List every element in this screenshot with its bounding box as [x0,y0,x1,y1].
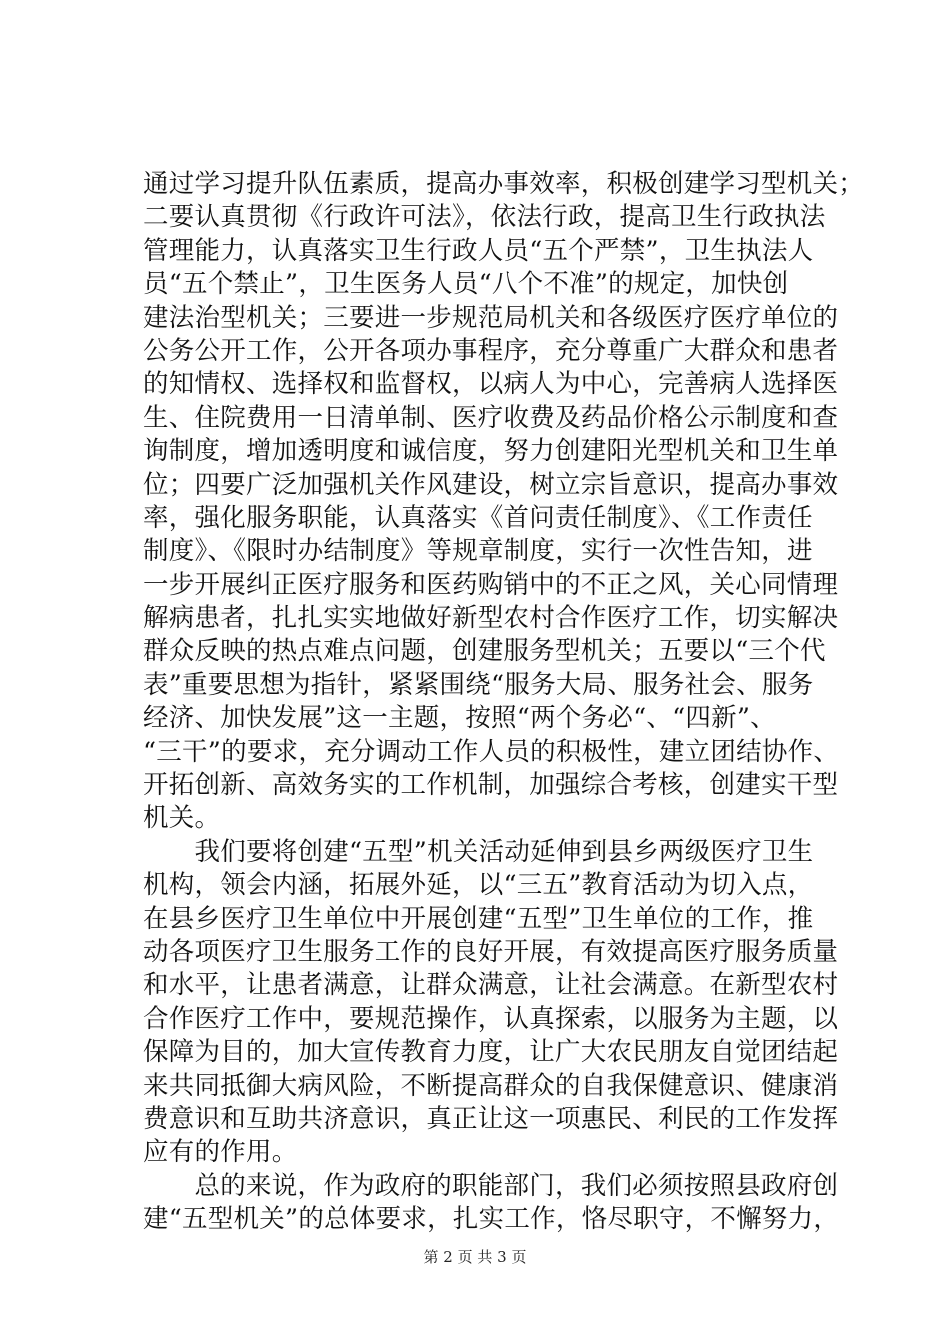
text-line: 通过学习提升队伍素质，提高办事效率，积极创建学习型机关； [143,169,865,199]
text-line: 建法治型机关；三要进一步规范局机关和各级医疗医疗单位的 [143,302,839,333]
text-line: 制度》、《限时办结制度》等规章制度，实行一次性告知，进 [143,536,813,567]
text-line: “三干”的要求，充分调动工作人员的积极性，建立团结协作、 [143,736,840,767]
text-line: 管理能力，认真落实卫生行政人员“五个严禁”，卫生执法人 [143,235,814,266]
text-line: 费意识和互助共济意识，真正让这一项惠民、利民的工作发挥 [143,1103,839,1134]
text-line: 生、住院费用一日清单制、医疗收费及药品价格公示制度和查 [143,402,839,433]
text-line: 员“五个禁止”，卫生医务人员“八个不准”的规定，加快创 [143,269,789,300]
body-text [143,168,865,1237]
text-line: 开拓创新、高效务实的工作机制，加强综合考核，创建实干型 [143,770,839,801]
text-line: 表”重要思想为指针，紧紧围绕“服务大局、服务社会、服务 [143,669,814,700]
text-line: 一步开展纠正医疗服务和医药购销中的不正之风，关心同情理 [143,569,839,600]
text-line: 群众反映的热点难点问题，创建服务型机关；五要以“三个代 [143,636,826,667]
text-line: 和水平，让患者满意，让群众满意，让社会满意。在新型农村 [143,970,839,1001]
text-line: 解病患者，扎扎实实地做好新型农村合作医疗工作，切实解决 [143,603,839,634]
text-line: 我们要将创建“五型”机关活动延伸到县乡两级医疗卫生 [143,836,814,867]
text-line: 机构，领会内涵，拓展外延，以“三五”教育活动为切入点， [143,870,814,901]
text-line: 经济、加快发展”这一主题，按照“两个务必“、“四新”、 [143,703,776,734]
text-line: 位；四要广泛加强机关作风建设，树立宗旨意识，提高办事效 [143,469,839,500]
text-line: 二要认真贯彻《行政许可法》，依法行政，提高卫生行政执法 [143,202,826,233]
text-line: 合作医疗工作中，要规范操作，认真探索，以服务为主题，以 [143,1003,839,1034]
text-line: 应有的作用。 [143,1137,298,1168]
text-line: 在县乡医疗卫生单位中开展创建“五型”卫生单位的工作，推 [143,903,814,934]
text-line: 保障为目的，加大宣传教育力度，让广大农民朋友自觉团结起 [143,1037,839,1068]
page-number-footer: 第 2 页 共 3 页 [423,1248,527,1266]
text-line: 询制度，增加透明度和诚信度，努力创建阳光型机关和卫生单 [143,436,839,467]
text-line: 机关。 [143,803,221,834]
text-line: 建“五型机关”的总体要求，扎实工作，恪尽职守，不懈努力， [143,1204,840,1235]
text-line: 总的来说，作为政府的职能部门，我们必须按照县政府创 [143,1170,839,1201]
text-line: 率，强化服务职能，认真落实《首问责任制度》、《工作责任 [143,502,813,533]
text-line: 公务公开工作，公开各项办事程序，充分尊重广大群众和患者 [143,335,839,366]
text-line: 的知情权、选择权和监督权，以病人为中心，完善病人选择医 [143,369,839,400]
text-line: 动各项医疗卫生服务工作的良好开展，有效提高医疗服务质量 [143,936,839,967]
text-line: 来共同抵御大病风险，不断提高群众的自我保健意识、健康消 [143,1070,839,1101]
